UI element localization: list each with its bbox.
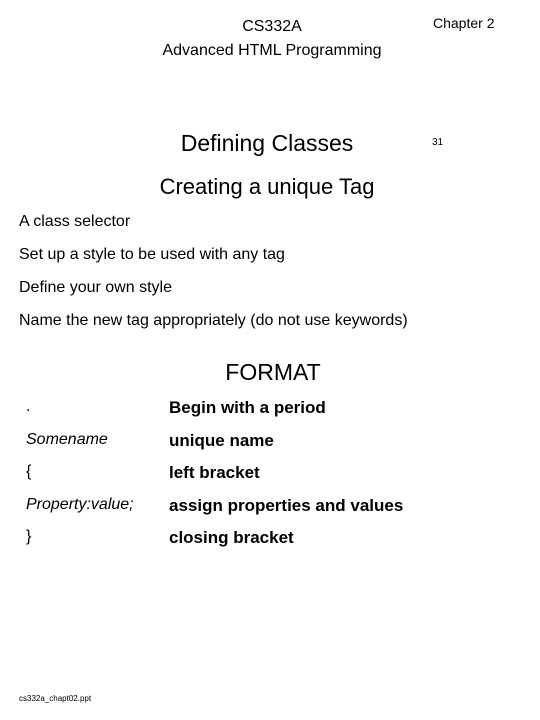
format-description: Begin with a period xyxy=(169,398,326,417)
slide-subtitle: Creating a unique Tag xyxy=(159,174,375,199)
format-syntax: . xyxy=(26,398,31,415)
format-syntax: } xyxy=(26,528,32,545)
format-syntax: Somename xyxy=(26,431,108,448)
bullet-item: Name the new tag appropriately (do not use keywords) xyxy=(19,312,408,329)
bullet-item: Define your own style xyxy=(19,279,172,296)
course-code: CS332A xyxy=(242,18,302,35)
course-name: Advanced HTML Programming xyxy=(162,42,382,59)
format-description: closing bracket xyxy=(169,528,294,547)
slide-title: Defining Classes xyxy=(180,130,354,156)
bullet-item: Set up a style to be used with any tag xyxy=(19,246,285,263)
format-description: assign properties and values xyxy=(169,496,404,515)
format-description: unique name xyxy=(169,431,274,450)
footer-filename: cs332a_chapt02.ppt xyxy=(19,694,92,703)
bullet-item: A class selector xyxy=(19,213,131,230)
format-syntax: Property:value; xyxy=(26,496,134,513)
format-syntax: { xyxy=(26,463,32,480)
slide-number: 31 xyxy=(432,137,444,148)
format-description: left bracket xyxy=(169,463,260,482)
chapter-label: Chapter 2 xyxy=(433,15,495,31)
format-heading: FORMAT xyxy=(225,359,321,385)
